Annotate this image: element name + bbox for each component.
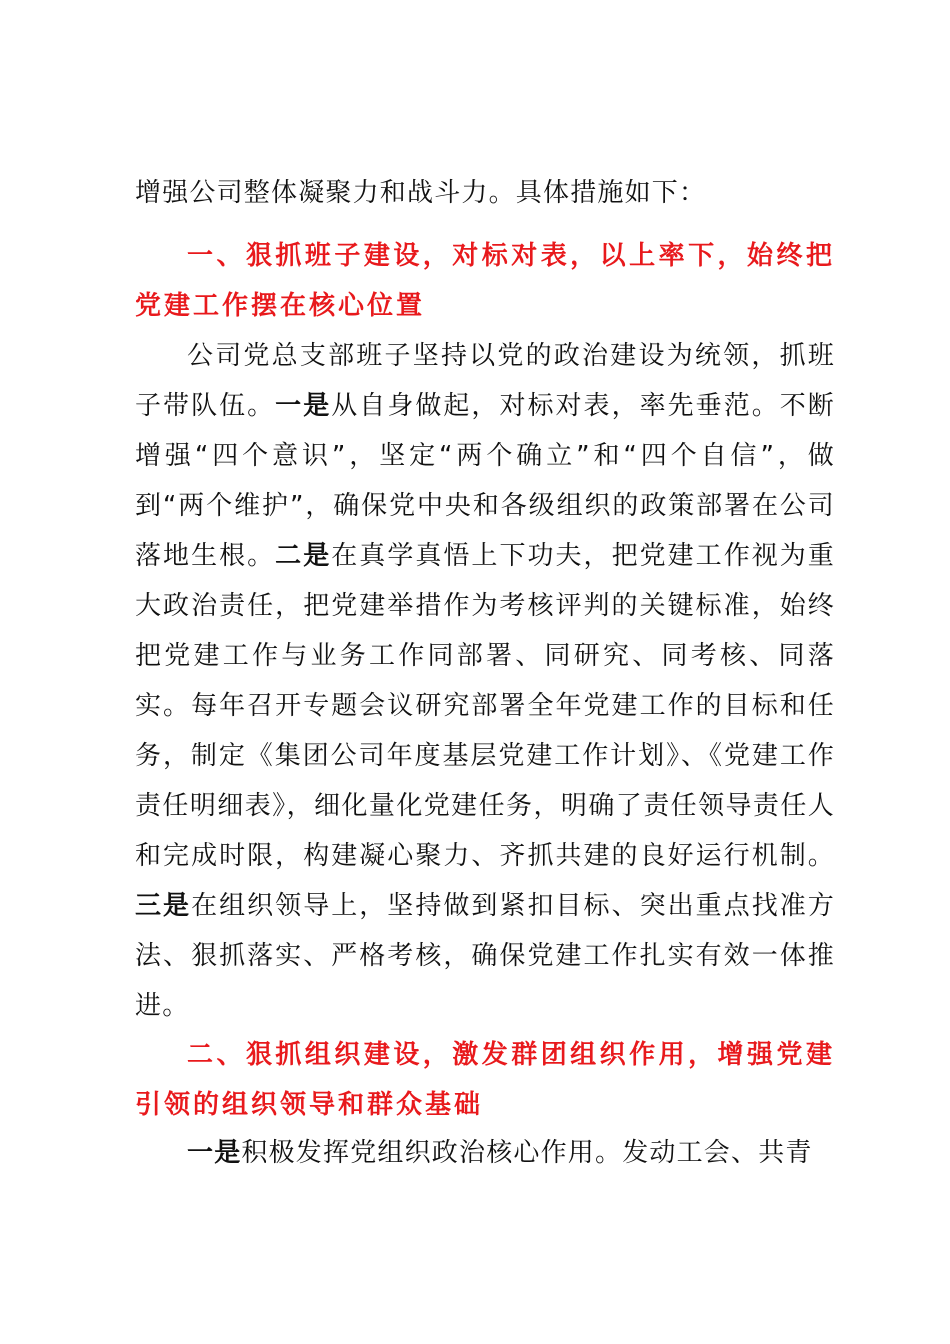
- section-heading-1: 一、狠抓班子建设，对标对表，以上率下，始终把党建工作摆在核心位置: [135, 241, 835, 321]
- point-marker-1: 一是: [187, 1138, 242, 1168]
- paragraph-text: 积极发挥党组织政治核心作用。发动工会、共青: [241, 1138, 813, 1168]
- point-marker-2: 二是: [275, 541, 332, 571]
- paragraph-text: 公司党总支部班子坚持以党的政治建设为统领，抓班子带队伍。: [135, 341, 835, 421]
- section-2-paragraph: [135, 1128, 835, 1178]
- paragraph-text: 在组织领导上，坚持做到紧扣目标、突出重点找准方法、狠抓落实、严格考核，确保党建工作扎实有效一体推进。: [135, 891, 835, 1021]
- section-heading-2: 二、狠抓组织建设，激发群团组织作用，增强党建引领的组织领导和群众基础: [135, 1040, 835, 1120]
- point-marker-3: 三是: [135, 891, 192, 921]
- section-1-paragraph: [135, 331, 835, 1031]
- point-marker-1: 一是: [275, 391, 332, 421]
- paragraph-text: 在真学真悟上下功夫，把党建工作视为重大政治责任，把党建举措作为考核评判的关键标准，始终把党建工作与业务工作同部署、同研究、同考核、同落实。每年召开专题会议研究部署全年党建工作的目标和任务，制定《集团公司年度基层党建工作计划》、《党建工作责任明细表》，细化量化党建任务，明确了责任领导责任人和完成时限，构建凝心聚力、齐抓共建的良好运行机制。: [135, 541, 835, 871]
- intro-paragraph: 增强公司整体凝聚力和战斗力。具体措施如下：: [135, 178, 707, 208]
- paragraph-text: 从自身做起，对标对表，率先垂范。不断增强“四个意识”，坚定“两个确立”和“四个自信”，做到“两个维护”，确保党中央和各级组织的政策部署在公司落地生根。: [135, 391, 835, 571]
